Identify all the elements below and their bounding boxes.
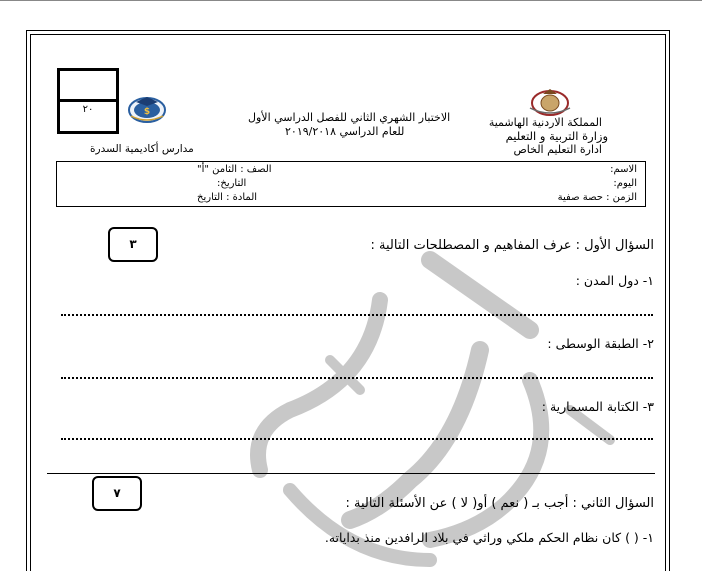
kingdom-emblem-icon [525, 88, 575, 116]
answer-line[interactable] [61, 314, 653, 316]
info-subject: المادة : التاريخ [197, 192, 258, 203]
answer-line[interactable] [61, 377, 653, 379]
svg-text:$: $ [143, 107, 151, 117]
header-department: ادارة التعليم الخاص [513, 143, 602, 156]
school-logo-icon [126, 94, 168, 124]
q1-item-2: ٢- الطبقة الوسطى : [547, 336, 654, 351]
header-kingdom: المملكة الاردنية الهاشمية [488, 116, 602, 129]
q2-title: السؤال الثاني : أجب بـ ( نعم ) أو( لا ) عن الأسئلة التالية : [345, 496, 654, 511]
school-name: مدارس أكاديمية السدرة [90, 143, 194, 155]
q1-title: السؤال الأول : عرف المفاهيم و المصطلحات التالية : [370, 238, 654, 253]
q2-item-1: ١- ( ) كان نظام الحكم ملكي وراثي في بلاد الرافدين منذ بداياته. [324, 530, 654, 545]
q1-mark-box: ٣ [108, 227, 158, 262]
answer-line[interactable] [61, 438, 653, 440]
info-date: التاريخ: [217, 178, 247, 189]
student-info-box [56, 161, 646, 207]
score-divider [60, 99, 116, 102]
q1-item-1: ١- دول المدن : [575, 273, 654, 288]
total-score-box [57, 68, 119, 134]
section-divider [47, 473, 655, 474]
info-grade: الصف : الثامن "أ" [197, 164, 272, 175]
q2-mark-box: ٧ [92, 476, 142, 511]
header-ministry: وزارة التربية و التعليم [505, 129, 608, 143]
exam-title: الاختبار الشهري الثاني للفصل الدراسي الأول [248, 111, 451, 124]
page-top-line [0, 0, 702, 1]
info-day: اليوم: [613, 178, 637, 189]
exam-year: للعام الدراسي ٢٠١٩/٢٠١٨ [285, 125, 405, 138]
q1-item-3: ٣- الكتابة المسمارية : [541, 399, 654, 414]
total-score: ٢٠ [82, 104, 94, 115]
info-name: الاسم: [610, 164, 637, 175]
info-time: الزمن : حصة صفية [557, 192, 637, 203]
